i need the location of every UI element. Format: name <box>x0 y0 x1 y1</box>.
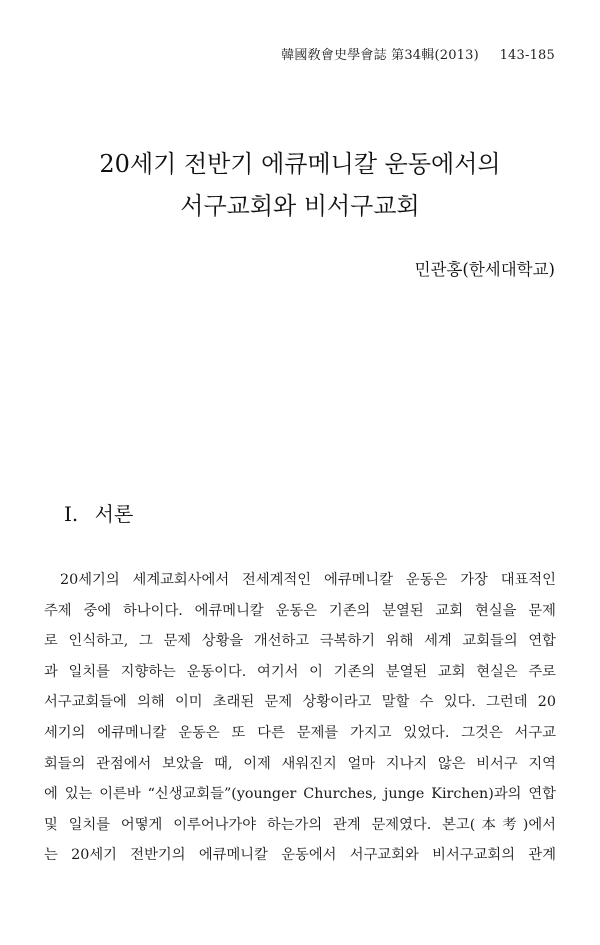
author-affiliation: 민관홍(한세대학교) <box>414 260 555 279</box>
body-line: 에 있는 이른바 “신생교회들”(younger Churches, junge Kirchen)과의 연합 <box>44 786 556 803</box>
body-line: 로 인식하고, 그 문제 상황을 개선하고 극복하기 위해 세계 교회들의 연합 <box>44 633 556 650</box>
body-line: 서구교회들에 의해 이미 초래된 문제 상황이라고 말할 수 있다. 그런데 20 <box>44 694 556 711</box>
section-number: Ⅰ. <box>64 502 79 526</box>
body-text <box>44 565 556 871</box>
body-line: 주제 중에 하나이다. 에큐메니칼 운동은 기존의 분열된 교회 현실을 문제 <box>44 602 556 619</box>
title-line-2: 서구교회와 비서구교회 <box>180 192 420 220</box>
body-line: 세기의 에큐메니칼 운동은 또 다른 문제를 가지고 있었다. 그것은 서구교 <box>44 724 556 741</box>
page-range: 143-185 <box>499 48 555 63</box>
title-line-1: 20세기 전반기 에큐메니칼 운동에서의 <box>99 150 501 178</box>
body-line: 과 일치를 지향하는 운동이다. 여기서 이 기존의 분열된 교회 현실은 주로 <box>44 663 556 680</box>
body-line: 는 20세기 전반기의 에큐메니칼 운동에서 서구교회와 비서구교회의 관계 <box>44 847 556 864</box>
section-heading <box>64 498 133 527</box>
section-title: 서론 <box>94 502 134 526</box>
journal-name: 韓國敎會史學會誌 第34輯(2013) <box>281 48 479 63</box>
body-line: 회들의 관점에서 보았을 때, 이제 새워진지 얼마 지나지 않은 비서구 지역 <box>44 755 556 772</box>
journal-header <box>281 44 555 63</box>
body-line: 및 일치를 어떻게 이루어나가야 하는가의 관계 문제였다. 본고(本考)에서 <box>44 816 556 833</box>
body-line: 20세기의 세계교회사에서 전세계적인 에큐메니칼 운동은 가장 대표적인 <box>60 572 556 588</box>
article-title <box>0 143 600 227</box>
